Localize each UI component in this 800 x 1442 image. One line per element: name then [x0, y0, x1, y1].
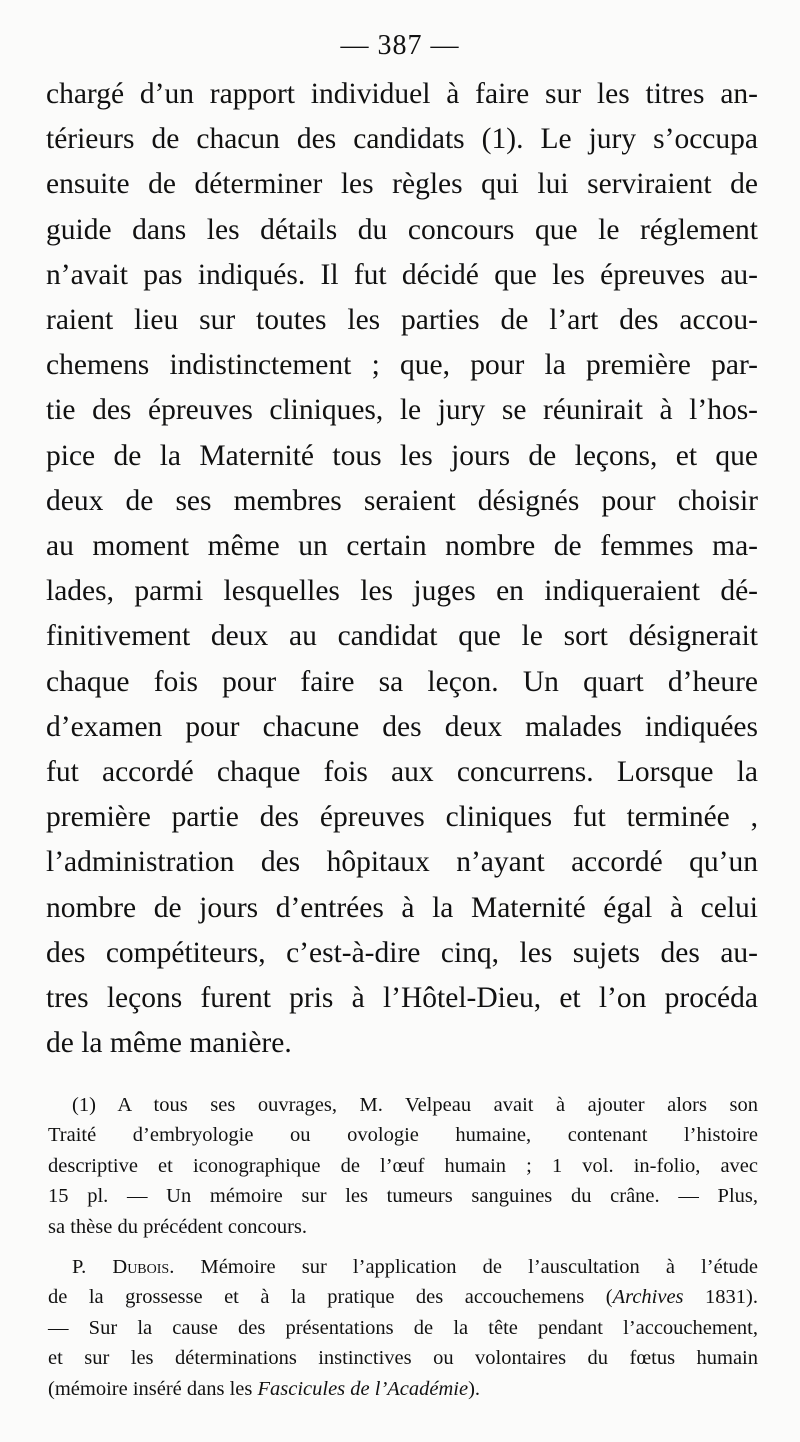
footnote-line: (1) A tous ses ouvrages, M. Velpeau avait à ajouter alors son [72, 1094, 758, 1116]
text-line: chaque fois pour faire sa leçon. Un quart d’heure [46, 665, 758, 698]
footnote-line [48, 1374, 758, 1404]
text-line: tie des épreuves cliniques, le jury se réunirait à l’hos- [46, 394, 758, 427]
page-number: — 387 — [340, 30, 460, 61]
footnote-text: 1831). [683, 1286, 758, 1309]
text-line: n’avait pas indiqués. Il fut décidé que les épreuves au- [46, 258, 758, 291]
footnote-italic-title: Fascicules de l’Académie [257, 1377, 469, 1400]
text-line: des compétiteurs, c’est-à-dire cinq, les sujets des au- [46, 936, 758, 969]
text-line: au moment même un certain nombre de femmes ma- [46, 530, 758, 563]
text-line: chemens indistinctement ; que, pour la première par- [46, 349, 758, 382]
text-line: ensuite de déterminer les règles qui lui serviraient de [46, 168, 758, 201]
footnote-2 [48, 1252, 758, 1404]
text-line: l’administration des hôpitaux n’ayant accordé qu’un [46, 846, 758, 879]
footnote-text: Mémoire sur l’application de l’auscultation à l’étude [200, 1256, 758, 1279]
footnotes [48, 1090, 758, 1404]
footnote-italic-title: Archives [612, 1286, 684, 1309]
footnote-text: de la grossesse et à la pratique des accouchemens ( [48, 1286, 613, 1309]
text-line: fut accordé chaque fois aux concurrens. Lorsque la [46, 756, 758, 789]
text-line: finitivement deux au candidat que le sort désignerait [46, 620, 758, 653]
footnote-author: P. Dubois. [72, 1256, 175, 1279]
footnote-line: 15 pl. — Un mémoire sur les tumeurs sanguines du crâne. — Plus, [48, 1185, 758, 1208]
text-line: guide dans les détails du concours que le réglement [46, 213, 758, 246]
text-line: tres leçons furent pris à l’Hôtel-Dieu, et l’on procéda [46, 982, 758, 1015]
footnote-line: sa thèse du précédent concours. [48, 1215, 307, 1238]
footnote-text: (mémoire inséré dans les [48, 1377, 258, 1400]
text-line: chargé d’un rapport individuel à faire sur les titres an- [46, 78, 758, 110]
text-line: pice de la Maternité tous les jours de leçons, et que [46, 439, 758, 472]
footnote-line [48, 1252, 758, 1282]
text-line: de la même manière. [46, 1027, 292, 1060]
footnote-line: — Sur la cause des présentations de la tête pendant l’accouchement, [48, 1316, 758, 1339]
footnote-1 [48, 1090, 758, 1242]
footnote-line: et sur les déterminations instinctives ou volontaires du fœtus humain [48, 1347, 758, 1370]
text-line: deux de ses membres seraient désignés pour choisir [46, 484, 758, 517]
text-line: raient lieu sur toutes les parties de l’art des accou- [46, 304, 758, 337]
text-line: nombre de jours d’entrées à la Maternité égal à celui [46, 891, 758, 924]
text-line: première partie des épreuves cliniques fut terminée , [46, 801, 758, 834]
text-line: lades, parmi lesquelles les juges en indiqueraient dé- [46, 575, 758, 608]
footnote-line: Traité d’embryologie ou ovologie humaine, contenant l’histoire [48, 1124, 758, 1147]
text-line: d’examen pour chacune des deux malades indiquées [46, 710, 758, 743]
footnote-text: ). [468, 1377, 481, 1400]
footnote-line [48, 1282, 758, 1312]
text-line: térieurs de chacun des candidats (1). Le jury s’occupa [46, 123, 758, 156]
footnote-line: descriptive et iconographique de l’œuf humain ; 1 vol. in-folio, avec [48, 1154, 758, 1177]
main-text [46, 72, 758, 1066]
